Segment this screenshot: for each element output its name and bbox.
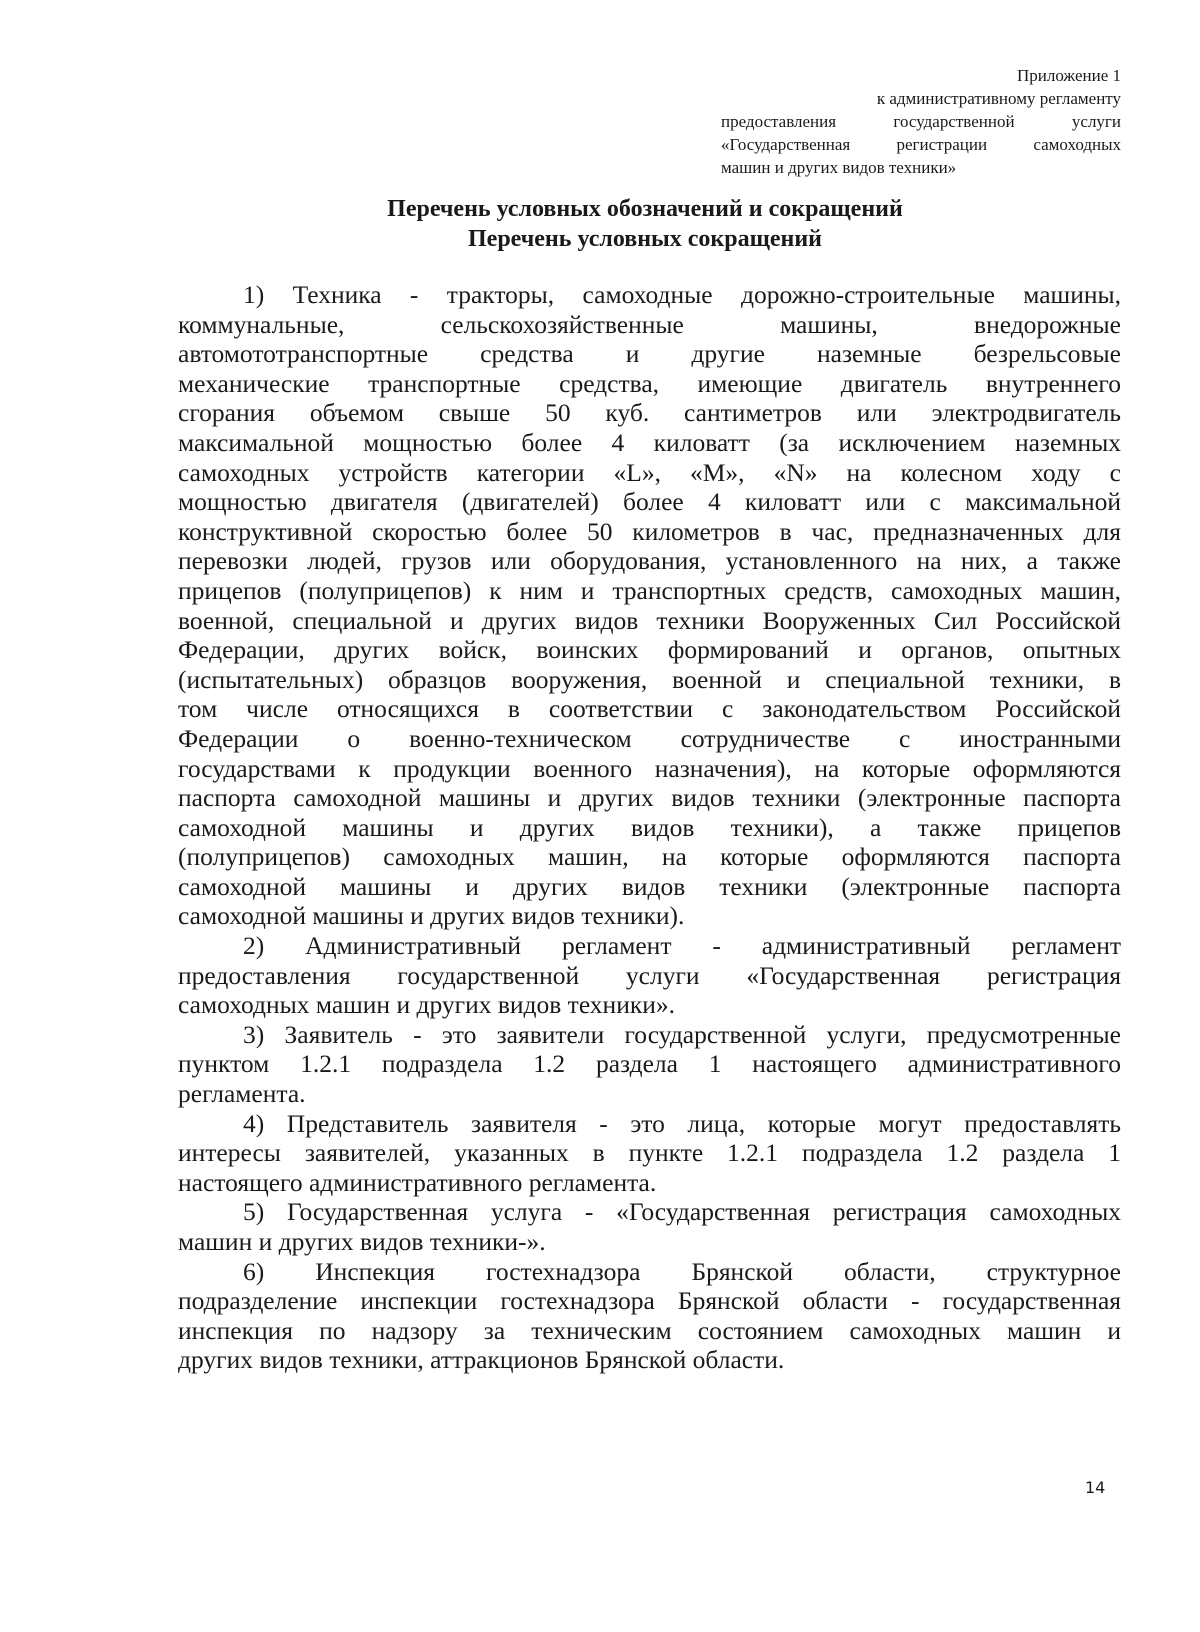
paragraph-4 bbox=[178, 1109, 1121, 1198]
text-line: машин и других видов техники-». bbox=[178, 1227, 546, 1256]
text-line: паспорта самоходной машины и других видов техники (электронные паспорта bbox=[178, 783, 1121, 813]
text-line: коммунальные, сельскохозяйственные машины, внедорожные bbox=[178, 309, 1121, 339]
text-line: механические транспортные средства, имеющие двигатель внутреннего bbox=[178, 368, 1121, 398]
appendix-line: машин и других видов техники» bbox=[721, 158, 957, 177]
text-line: 2) Административный регламент - административный регламент bbox=[243, 931, 1121, 961]
text-line: подразделение инспекции гостехнадзора Брянской области - государственная bbox=[178, 1286, 1121, 1316]
text-line: регламента. bbox=[178, 1079, 306, 1109]
text-line: (испытательных) образцов вооружения, военной и специальной техники, в bbox=[178, 664, 1121, 694]
appendix-line: «Государственная регистрации самоходных bbox=[721, 135, 1121, 154]
text-line: максимальной мощностью более 4 киловатт (за исключением наземных bbox=[178, 427, 1121, 457]
text-line: военной, специальной и других видов техники Вооруженных Сил Российской bbox=[178, 605, 1121, 635]
main-title: Перечень условных обозначений и сокращений bbox=[387, 196, 903, 222]
text-line: государствами к продукции военного назначения), на которые оформляются bbox=[178, 753, 1121, 783]
document-body bbox=[178, 280, 1121, 1375]
text-line: 1) Техника - тракторы, самоходные дорожно-строительные машины, bbox=[243, 280, 1121, 309]
appendix-line: к административному регламенту bbox=[876, 89, 1121, 108]
text-line: самоходных машин и других видов техники». bbox=[178, 990, 676, 1020]
sub-title: Перечень условных сокращений bbox=[468, 226, 822, 252]
text-line: самоходной машины и других видов техники), а также прицепов bbox=[178, 812, 1121, 842]
text-line: Федерации о военно-техническом сотрудничестве с иностранными bbox=[178, 723, 1121, 753]
appendix-line: Приложение 1 bbox=[1017, 66, 1121, 85]
appendix-line: предоставления государственной услуги bbox=[721, 112, 1121, 131]
text-line: самоходной машины и других видов техники). bbox=[178, 901, 685, 931]
text-line: 6) Инспекция гостехнадзора Брянской области, структурное bbox=[243, 1256, 1121, 1286]
text-line: настоящего административного регламента. bbox=[178, 1167, 657, 1197]
text-line: самоходных устройств категории «L», «M», «N» на колесном ходу с bbox=[178, 457, 1121, 487]
paragraph-6 bbox=[178, 1257, 1121, 1375]
text-line: 3) Заявитель - это заявители государственной услуги, предусмотренные bbox=[243, 1019, 1121, 1049]
text-line: Федерации, других войск, воинских формирований и органов, опытных bbox=[178, 635, 1121, 665]
paragraph-2 bbox=[178, 931, 1121, 1020]
text-line: 5) Государственная услуга - «Государственная регистрация самоходных bbox=[243, 1197, 1121, 1227]
page-number: 14 bbox=[1085, 1478, 1106, 1497]
text-line: 4) Представитель заявителя - это лица, которые могут предоставлять bbox=[243, 1108, 1121, 1138]
text-line: конструктивной скоростью более 50 километров в час, предназначенных для bbox=[178, 516, 1121, 546]
document-titles bbox=[0, 194, 1200, 254]
text-line: том числе относящихся в соответствии с законодательством Российской bbox=[178, 694, 1121, 724]
text-line: перевозки людей, грузов или оборудования, установленного на них, а также bbox=[178, 546, 1121, 576]
text-line: пунктом 1.2.1 подраздела 1.2 раздела 1 настоящего административного bbox=[178, 1049, 1121, 1079]
text-line: автомототранспортные средства и другие наземные безрельсовые bbox=[178, 339, 1121, 369]
paragraph-5 bbox=[178, 1197, 1121, 1256]
paragraph-1 bbox=[178, 280, 1121, 931]
text-line: самоходной машины и других видов техники (электронные паспорта bbox=[178, 871, 1121, 901]
text-line: инспекция по надзору за техническим состоянием самоходных машин и bbox=[178, 1315, 1121, 1345]
paragraph-3 bbox=[178, 1020, 1121, 1109]
text-line: других видов техники, аттракционов Брянской области. bbox=[178, 1345, 785, 1375]
text-line: мощностью двигателя (двигателей) более 4 киловатт или с максимальной bbox=[178, 487, 1121, 517]
text-line: сгорания объемом свыше 50 куб. сантиметров или электродвигатель bbox=[178, 398, 1121, 428]
text-line: прицепов (полуприцепов) к ним и транспортных средств, самоходных машин, bbox=[178, 575, 1121, 605]
text-line: (полуприцепов) самоходных машин, на которые оформляются паспорта bbox=[178, 842, 1121, 872]
text-line: предоставления государственной услуги «Государственная регистрация bbox=[178, 960, 1121, 990]
appendix-header bbox=[721, 64, 1121, 179]
text-line: интересы заявителей, указанных в пункте 1.2.1 подраздела 1.2 раздела 1 bbox=[178, 1138, 1121, 1168]
